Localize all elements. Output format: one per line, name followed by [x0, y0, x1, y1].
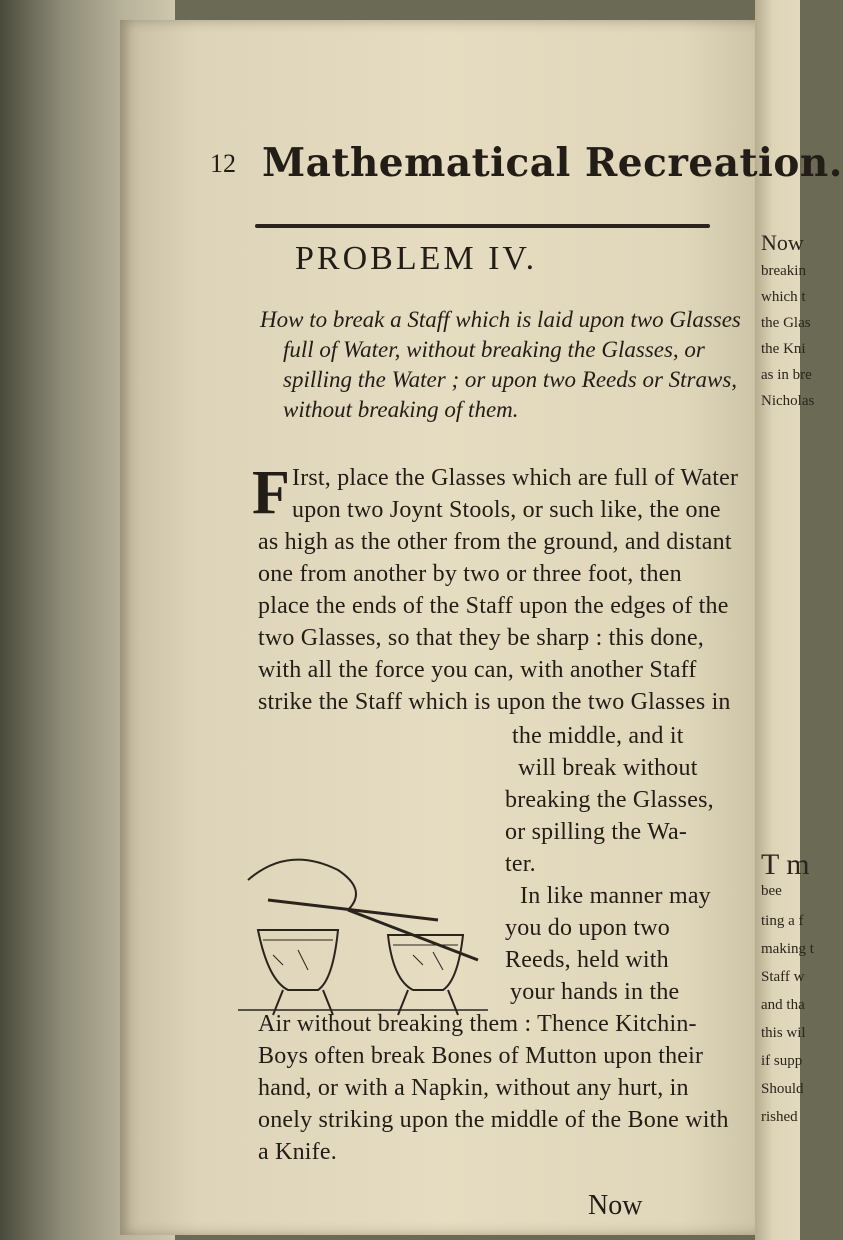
subtitle-line: full of Water, without breaking the Glasses, or: [283, 337, 705, 362]
running-head: [210, 140, 843, 186]
body-line: hand, or with a Napkin, without any hurt, in: [258, 1075, 689, 1101]
body-line: will break without: [518, 755, 698, 781]
body-line: your hands in the: [510, 979, 680, 1005]
facing-page-line: Should: [761, 1081, 804, 1097]
glass-left-icon: [258, 930, 338, 990]
body-line: two Glasses, so that they be sharp : this done,: [258, 625, 705, 651]
facing-page-edge: [755, 0, 815, 1240]
body-line: one from another by two or three foot, then: [258, 561, 682, 587]
body-line: you do upon two: [505, 915, 670, 941]
facing-page-line: if supp: [761, 1053, 803, 1069]
facing-page-line: making t: [761, 941, 814, 957]
woodcut-illustration: [228, 840, 498, 1030]
body-line: place the ends of the Staff upon the edges of the: [258, 593, 729, 619]
facing-page-line: Staff w: [761, 969, 805, 985]
problem-heading: PROBLEM IV.: [295, 240, 538, 277]
running-head-title: Mathematical Recreation.: [262, 140, 843, 186]
facing-page-line: and tha: [761, 997, 805, 1013]
facing-page-line: which t: [761, 289, 806, 305]
facing-page-line: bee: [761, 883, 782, 899]
body-line: with all the force you can, with another Staff: [258, 657, 697, 683]
body-line: Reeds, held with: [505, 947, 669, 973]
glass-right-icon: [388, 935, 463, 990]
body-line: onely striking upon the middle of the Bone with: [258, 1107, 729, 1133]
subtitle-line: spilling the Water ; or upon two Reeds or Straws,: [283, 367, 738, 392]
facing-page-line: the Glas: [761, 315, 811, 331]
body-line: as high as the other from the ground, and distant: [258, 529, 732, 555]
body-line: ter.: [505, 851, 536, 877]
facing-page-line: the Kni: [761, 341, 806, 357]
facing-page-line: rished: [761, 1109, 798, 1125]
subtitle-line: without breaking of them.: [283, 397, 519, 422]
hand-sketch: [248, 860, 356, 910]
subtitle-line: How to break a Staff which is laid upon two Glasses: [260, 307, 741, 332]
facing-page-line: breakin: [761, 263, 806, 279]
body-line: strike the Staff which is upon the two Glasses in: [258, 689, 731, 715]
body-line: Irst, place the Glasses which are full of Water: [292, 465, 739, 491]
drop-cap: F: [252, 459, 290, 527]
facing-page-line: T m: [761, 848, 810, 881]
facing-page-line: ting a f: [761, 913, 804, 929]
body-line: or spilling the Wa-: [505, 819, 688, 845]
facing-page-line: Nicholas: [761, 393, 815, 409]
body-line: the middle, and it: [512, 723, 684, 749]
body-line: breaking the Glasses,: [505, 787, 714, 813]
body-line: In like manner may: [520, 883, 711, 909]
stool-legs: [273, 990, 458, 1015]
horizontal-rule: [255, 224, 710, 228]
body-line: upon two Joynt Stools, or such like, the one: [292, 497, 721, 523]
body-line: Boys often break Bones of Mutton upon their: [258, 1043, 704, 1069]
facing-page-line: as in bre: [761, 367, 812, 383]
facing-page-line: Now: [761, 230, 804, 255]
body-line: Air without breaking them : Thence Kitchin-: [258, 1011, 697, 1037]
body-line: a Knife.: [258, 1139, 337, 1165]
facing-page-line: this wil: [761, 1025, 806, 1041]
problem-subtitle: [255, 305, 741, 425]
catchword: Now: [588, 1190, 643, 1221]
page-number: 12: [210, 149, 236, 178]
